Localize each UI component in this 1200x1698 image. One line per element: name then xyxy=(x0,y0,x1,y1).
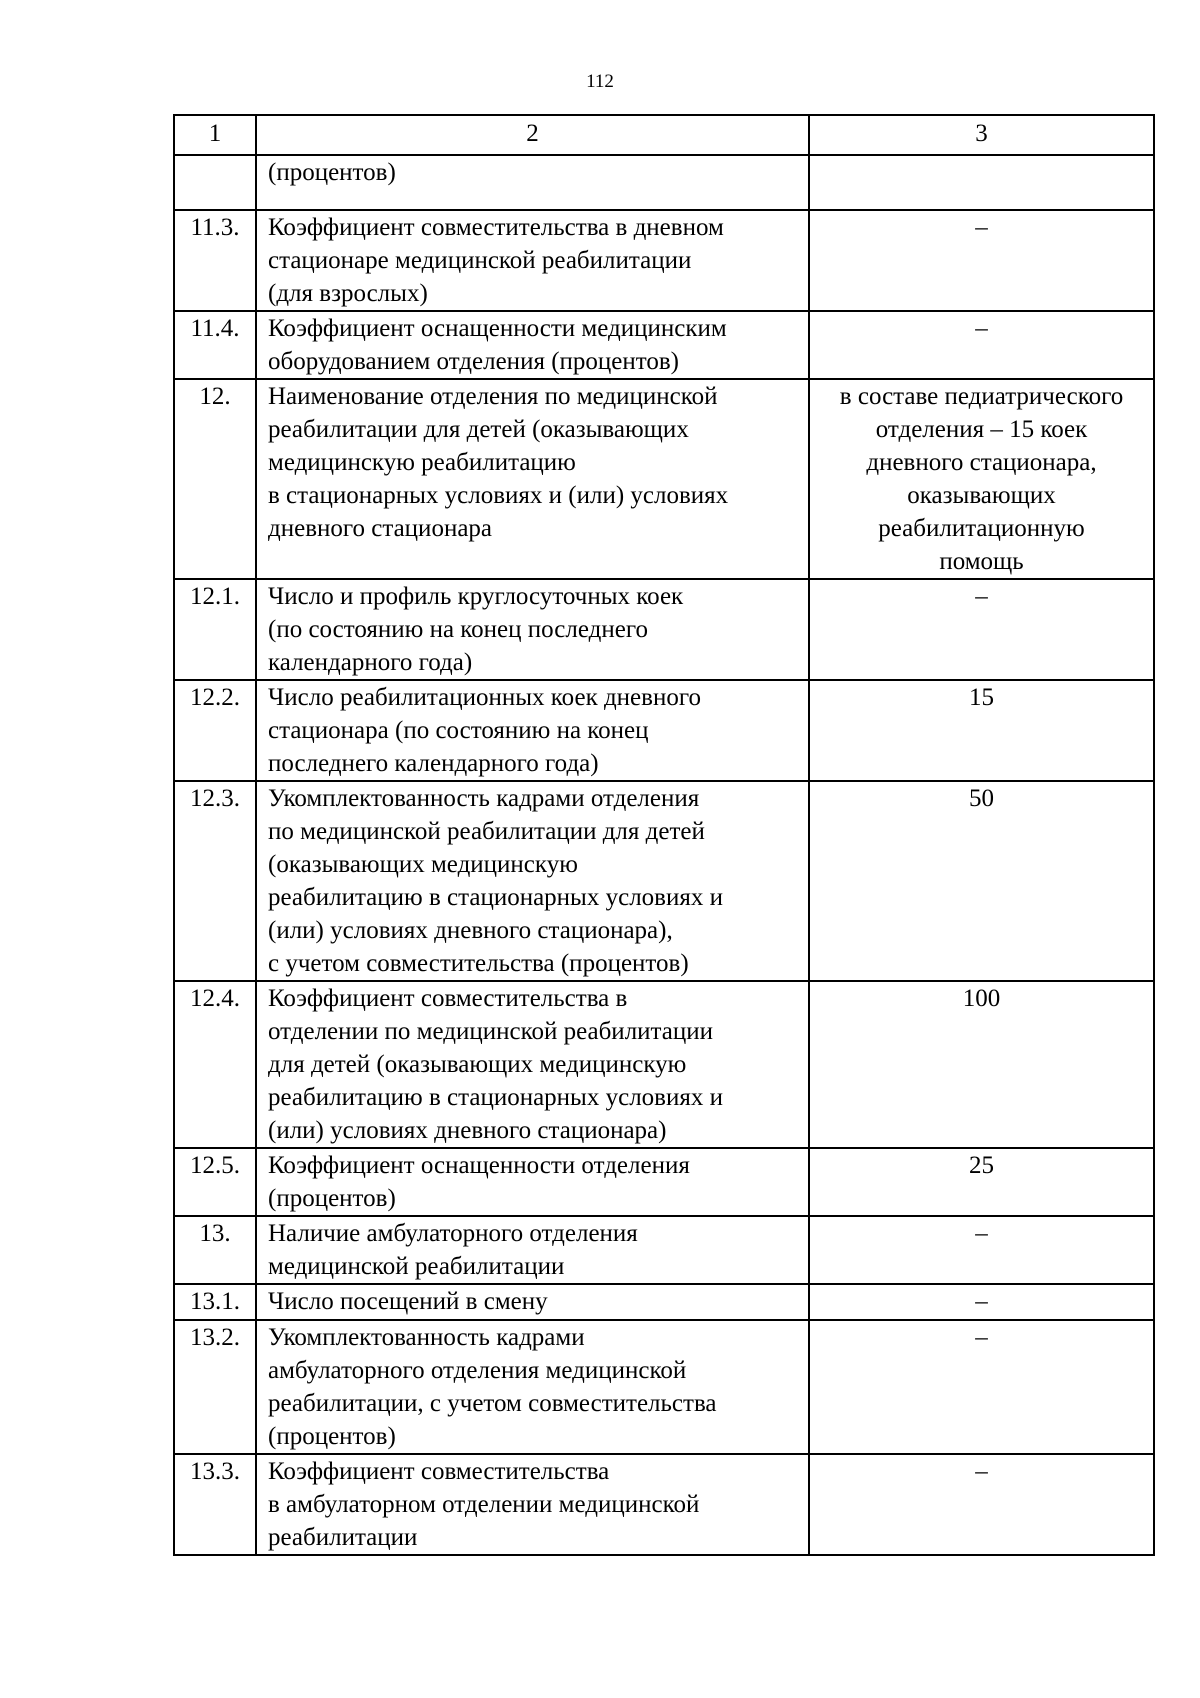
row-number-cell: 12. xyxy=(174,379,256,579)
row-description-cell: Число и профиль круглосуточных коек (по состоянию на конец последнего календарного года) xyxy=(256,579,809,680)
row-number-cell xyxy=(174,155,256,210)
row-value-cell: – xyxy=(809,579,1154,680)
row-description-cell: Коэффициент совместительства в отделении по медицинской реабилитации для детей (оказывающих медицинскую реабилитацию в стационарных условиях и (или) условиях дневного стационара) xyxy=(256,981,809,1148)
table-row xyxy=(174,680,1154,781)
row-number-cell: 12.1. xyxy=(174,579,256,680)
row-number-cell: 13. xyxy=(174,1216,256,1284)
row-value-cell: 100 xyxy=(809,981,1154,1148)
table-row xyxy=(174,1148,1154,1216)
row-number-cell: 11.3. xyxy=(174,210,256,311)
table-row xyxy=(174,781,1154,981)
row-number-cell: 12.3. xyxy=(174,781,256,981)
row-description-cell: Наличие амбулаторного отделения медицинской реабилитации xyxy=(256,1216,809,1284)
row-value-cell: – xyxy=(809,210,1154,311)
table-row xyxy=(174,155,1154,210)
row-number-cell: 13.3. xyxy=(174,1454,256,1555)
row-value-cell: в составе педиатрического отделения – 15 коек дневного стационара, оказывающих реабилитационную помощь xyxy=(809,379,1154,579)
table-row xyxy=(174,1284,1154,1320)
row-value-cell xyxy=(809,155,1154,210)
table-row xyxy=(174,379,1154,579)
row-value-cell: 25 xyxy=(809,1148,1154,1216)
row-value-cell: 50 xyxy=(809,781,1154,981)
page-number: 112 xyxy=(586,71,614,92)
row-value-cell: 15 xyxy=(809,680,1154,781)
row-number-cell: 11.4. xyxy=(174,311,256,379)
row-description-cell: Коэффициент совместительства в амбулаторном отделении медицинской реабилитации xyxy=(256,1454,809,1555)
table-row xyxy=(174,1454,1154,1555)
row-description-cell: Коэффициент оснащенности отделения (процентов) xyxy=(256,1148,809,1216)
row-value-cell: – xyxy=(809,311,1154,379)
row-description-cell: Укомплектованность кадрами амбулаторного отделения медицинской реабилитации, с учетом совместительства (процентов) xyxy=(256,1320,809,1454)
row-number-cell: 13.1. xyxy=(174,1284,256,1320)
row-description-cell: Коэффициент оснащенности медицинским оборудованием отделения (процентов) xyxy=(256,311,809,379)
row-description-cell: Коэффициент совместительства в дневном стационаре медицинской реабилитации (для взрослых) xyxy=(256,210,809,311)
header-cell-number: 1 xyxy=(174,115,256,155)
table-row xyxy=(174,981,1154,1148)
table-header-row xyxy=(174,115,1154,155)
row-description-cell: Число посещений в смену xyxy=(256,1284,809,1320)
row-value-cell: – xyxy=(809,1216,1154,1284)
table-row xyxy=(174,311,1154,379)
row-description-cell: Укомплектованность кадрами отделения по медицинской реабилитации для детей (оказывающих медицинскую реабилитацию в стационарных условиях и (или) условиях дневного стационара), с учетом совместительства (процентов) xyxy=(256,781,809,981)
row-description-cell: (процентов) xyxy=(256,155,809,210)
row-number-cell: 12.4. xyxy=(174,981,256,1148)
table-row xyxy=(174,1320,1154,1454)
table-row xyxy=(174,579,1154,680)
row-number-cell: 12.2. xyxy=(174,680,256,781)
data-table xyxy=(173,114,1155,1556)
row-description-cell: Наименование отделения по медицинской реабилитации для детей (оказывающих медицинскую реабилитацию в стационарных условиях и (или) условиях дневного стационара xyxy=(256,379,809,579)
row-value-cell: – xyxy=(809,1284,1154,1320)
table-row xyxy=(174,1216,1154,1284)
row-number-cell: 13.2. xyxy=(174,1320,256,1454)
header-cell-description: 2 xyxy=(256,115,809,155)
row-value-cell: – xyxy=(809,1454,1154,1555)
row-number-cell: 12.5. xyxy=(174,1148,256,1216)
row-value-cell: – xyxy=(809,1320,1154,1454)
header-cell-value: 3 xyxy=(809,115,1154,155)
table-row xyxy=(174,210,1154,311)
row-description-cell: Число реабилитационных коек дневного стационара (по состоянию на конец последнего календарного года) xyxy=(256,680,809,781)
